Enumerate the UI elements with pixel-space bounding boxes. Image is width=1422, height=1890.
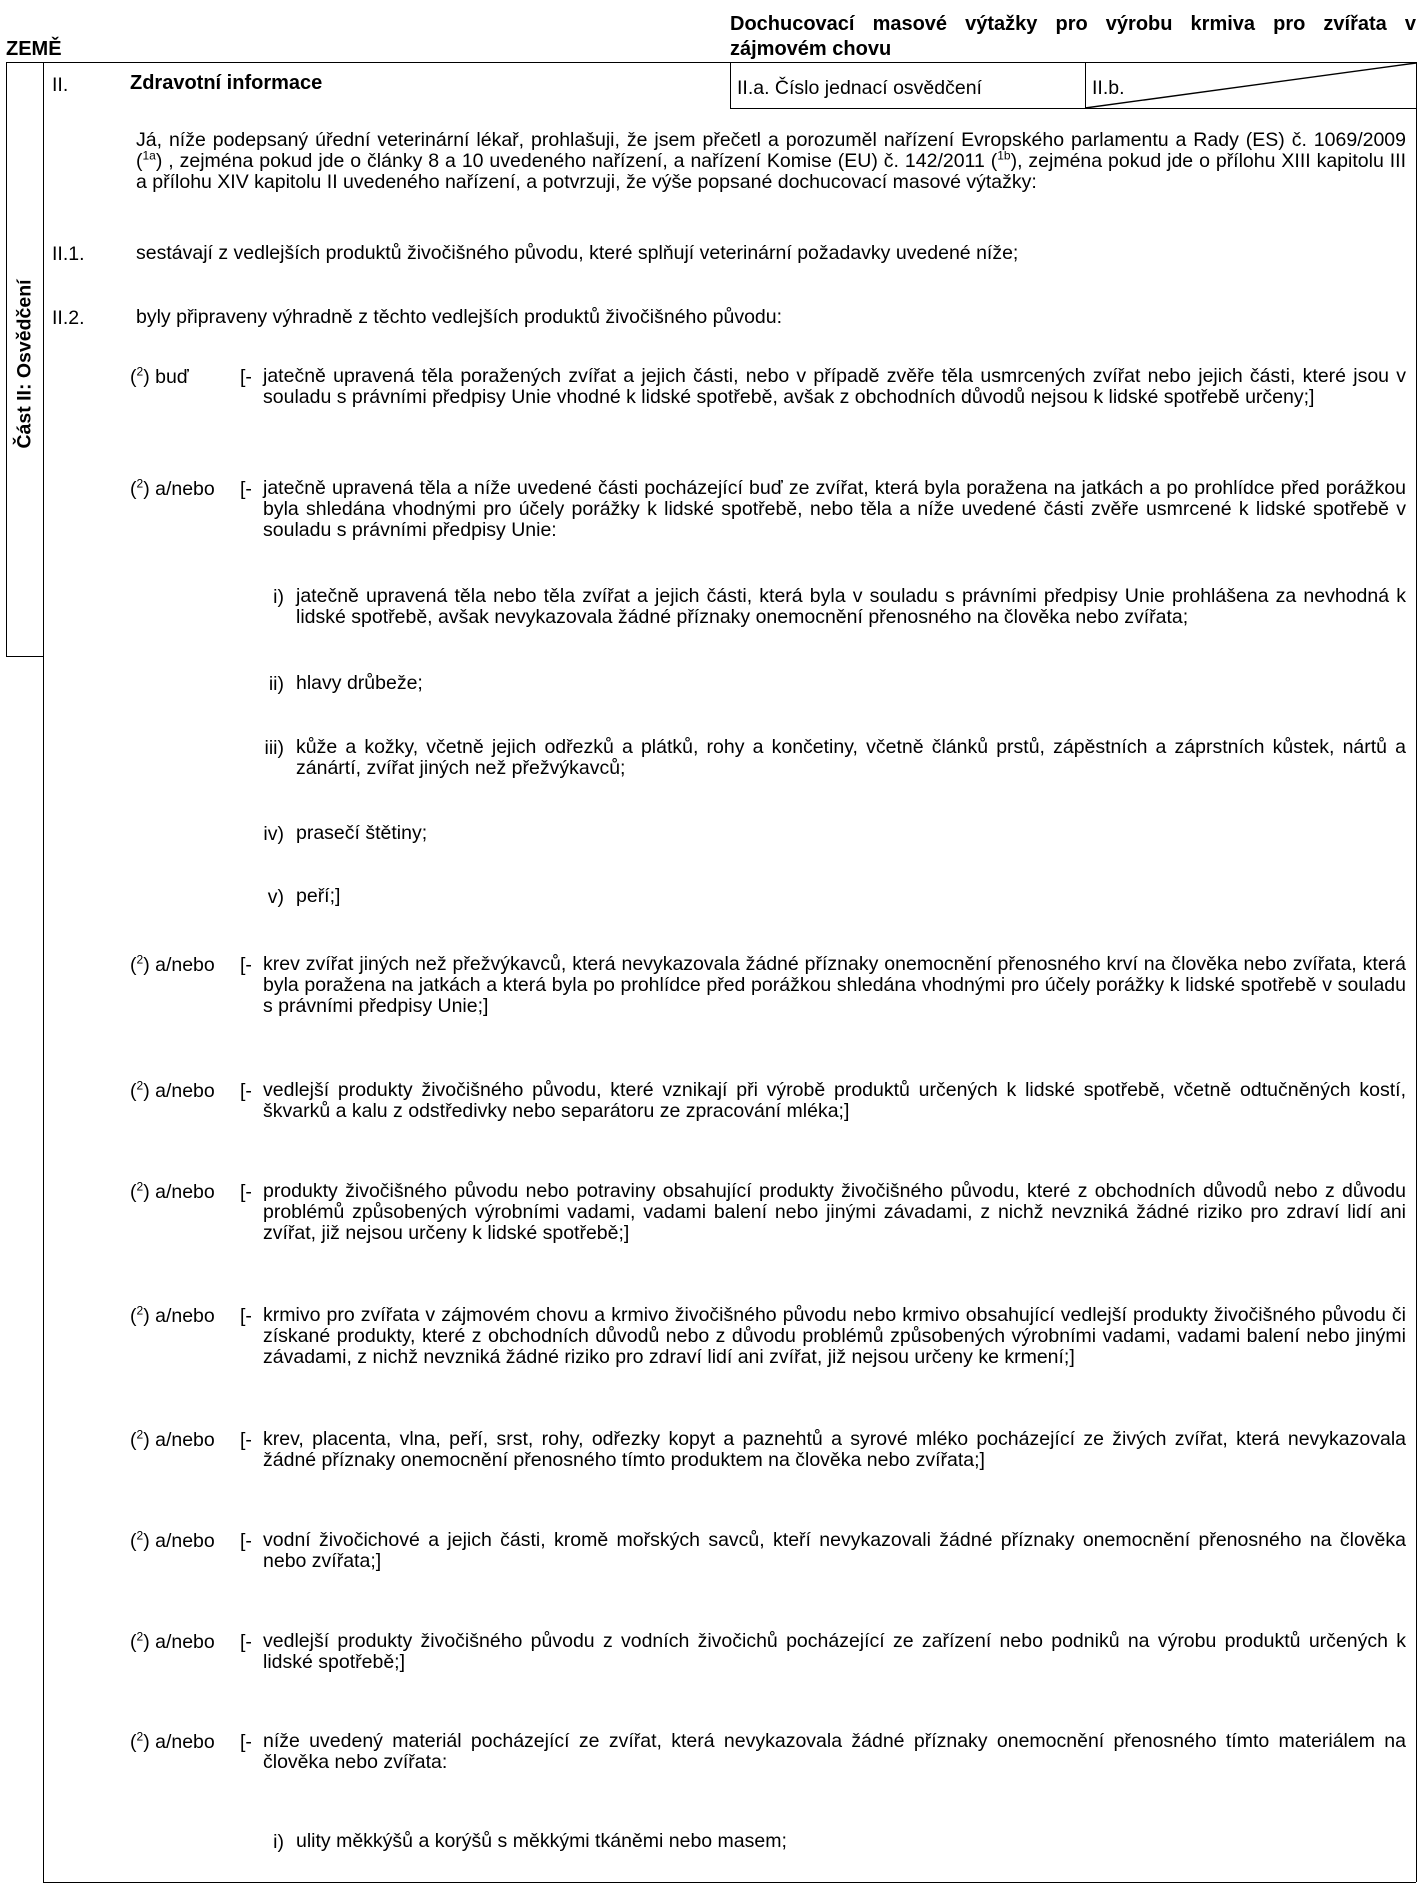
option-text: krev, placenta, vlna, peří, srst, rohy, odřezky kopyt a paznehtů a syrové mléko pocházející ze živých zvířat, která nevykazovala žádné příznaky onemocnění přenosného tímto produktem na člověka nebo zvířata;] (263, 1428, 1406, 1471)
footnote-ref: 1a (142, 148, 156, 163)
option-label: ($^2$) buď (130, 364, 189, 388)
option-bracket: [- (240, 478, 252, 500)
footnote-ref: 1b (997, 148, 1011, 163)
option-text: jatečně upravená těla poražených zvířat a jejich části, nebo v případě zvěře těla usmrcených zvířat nebo jejich části, které jsou v souladu s právními předpisy Unie vhodné k lidské spotřebě, avšak z obchodních důvodů nejsou k lidské spotřebě určeny;] (263, 365, 1406, 408)
ref-b-label: II.b. (1092, 77, 1125, 99)
section-number: II. (52, 74, 69, 96)
option-bracket: [- (240, 366, 252, 388)
frame-right (1416, 62, 1417, 1882)
sub-item-text: jatečně upravená těla nebo těla zvířat a jejich části, která byla v souladu s právními předpisy Unie prohlášena za nevhodná k lidské spotřebě, avšak nevykazovala žádné příznaky onemocnění přenosného na člověka nebo zvířata; (296, 585, 1406, 628)
option-text: níže uvedený materiál pocházející ze zvířat, která nevykazovala žádné příznaky onemocnění přenosného tímto materiálem na člověka nebo zvířata: (263, 1730, 1406, 1773)
option-bracket: [- (240, 1080, 252, 1102)
option-text: vedlejší produkty živočišného původu z vodních živočichů pocházející ze zařízení nebo podniků na výrobu produktů určených k lidské spotřebě;] (263, 1630, 1406, 1673)
sub-item-text: ulity měkkýšů a korýšů s měkkými tkáněmi nebo masem; (296, 1830, 787, 1852)
point-text: byly připraveny výhradně z těchto vedlejších produktů živočišného původu: (136, 306, 783, 328)
option-label: ($^2$) a/nebo (130, 1078, 215, 1102)
part-side-label: Část II: Osvědčení (13, 279, 35, 449)
option-bracket: [- (240, 1530, 252, 1552)
sub-item-number: iii) (264, 737, 284, 759)
option-bracket: [- (240, 1631, 252, 1653)
sub-item-text: peří;] (296, 885, 341, 907)
option-bracket: [- (240, 1731, 252, 1753)
option-bracket: [- (240, 1429, 252, 1451)
option-text: produkty živočišného původu nebo potraviny obsahující produkty živočišného původu, které z obchodních důvodů nebo z důvodu problémů způsobených výrobními vadami, vadami balení nebo jinými závadami, z nichž nevzniká žádné riziko pro zdraví lidí ani zvířat, již nejsou určeny k lidské spotřebě;] (263, 1180, 1406, 1244)
sub-item-number: ii) (268, 673, 284, 695)
point-number: II.1. (52, 243, 85, 265)
option-label: ($^2$) a/nebo (130, 1179, 215, 1203)
option-label: ($^2$) a/nebo (130, 476, 215, 500)
option-label: ($^2$) a/nebo (130, 1629, 215, 1653)
option-label: ($^2$) a/nebo (130, 1303, 215, 1327)
option-text: vodní živočichové a jejich části, kromě mořských savců, kteří nevykazovali žádné příznaky onemocnění přenosného na člověka nebo zvířata;] (263, 1529, 1406, 1572)
option-text: vedlejší produkty živočišného původu, které vznikají při výrobě produktů určených k lidské spotřebě, včetně odtučněných kostí, škvarků a kalu z odstředivky nebo separátoru ze zpracování mléka;] (263, 1079, 1406, 1122)
sub-item-number: iv) (263, 823, 284, 845)
option-label: ($^2$) a/nebo (130, 1528, 215, 1552)
option-label: ($^2$) a/nebo (130, 952, 215, 976)
sub-item-text: hlavy drůbeže; (296, 672, 423, 694)
sub-item-text: prasečí štětiny; (296, 822, 428, 844)
side-bottom-rule (6, 656, 43, 657)
option-text: krmivo pro zvířata v zájmovém chovu a krmivo živočišného původu nebo krmivo obsahující vedlejší produkty živočišného původu či získané produkty, které z obchodních důvodů nebo z důvodu problémů způsobených výrobními vadami, vadami balení nebo jinými závadami, z nichž nevzniká žádné riziko pro zdraví lidí ani zvířat, již nejsou určeny ke krmení;] (263, 1304, 1406, 1368)
point-text: sestávají z vedlejších produktů živočišného původu, které splňují veterinární požadavky uvedené níže; (136, 242, 1019, 264)
document-title: Dochucovací masové výtažky pro výrobu krmiva pro zvířata v zájmovém chovu (730, 13, 1416, 60)
sub-item-text: kůže a kožky, včetně jejich odřezků a plátků, rohy a končetiny, včetně článků prstů, zápěstních a záprstních kůstek, nártů a zánártí, zvířat jiných než přežvýkavců; (296, 736, 1406, 779)
country-label: ZEMĚ (6, 38, 62, 60)
section-title: Zdravotní informace (130, 72, 323, 94)
intro-paragraph: Já, níže podepsaný úřední veterinární lékař, prohlašuji, že jsem přečetl a porozuměl nařízení Evropského parlamentu a Rady (ES) č. 1069/2009 ($^{1a}$) , zejména pokud jde o články 8 a 10 uvedeného nařízení, a nařízení Komise (EU) č. 142/2011 ($^{1b}$), zejména pokud jde o přílohu XIII kapitolu III a přílohu XIV kapitolu II uvedeného nařízení, a potvrzuji, že výše popsané dochucovací masové výtažky: (136, 129, 1406, 193)
option-text: krev zvířat jiných než přežvýkavců, která nevykazovala žádné příznaky onemocnění přenosného krví na člověka nebo zvířata, která byla poražena na jatkách a která byla po prohlídce před porážkou shledána vhodnými pro účely porážky k lidské spotřebě v souladu s právními předpisy Unie;] (263, 953, 1406, 1017)
option-label: ($^2$) a/nebo (130, 1729, 215, 1753)
option-label: ($^2$) a/nebo (130, 1427, 215, 1451)
option-bracket: [- (240, 1181, 252, 1203)
sub-item-number: i) (273, 1831, 284, 1853)
sub-item-number: i) (273, 586, 284, 608)
option-text: jatečně upravená těla a níže uvedené části pocházející buď ze zvířat, která byla poražena na jatkách a po prohlídce před porážkou byla shledána vhodnými pro účely porážky k lidské spotřebě, nebo těla a níže uvedené části zvěře usmrcené k lidské spotřebě v souladu s právními předpisy Unie: (263, 477, 1406, 541)
sub-item-number: v) (267, 886, 284, 908)
frame-bottom (43, 1882, 1416, 1883)
option-bracket: [- (240, 954, 252, 976)
point-number: II.2. (52, 307, 85, 329)
certificate-reference-label: II.a. Číslo jednací osvědčení (737, 77, 982, 99)
frame-inner-left (43, 62, 44, 1882)
ref-b-diagonal (1085, 62, 1417, 110)
ref-cell-divider-a (730, 62, 731, 108)
option-bracket: [- (240, 1305, 252, 1327)
